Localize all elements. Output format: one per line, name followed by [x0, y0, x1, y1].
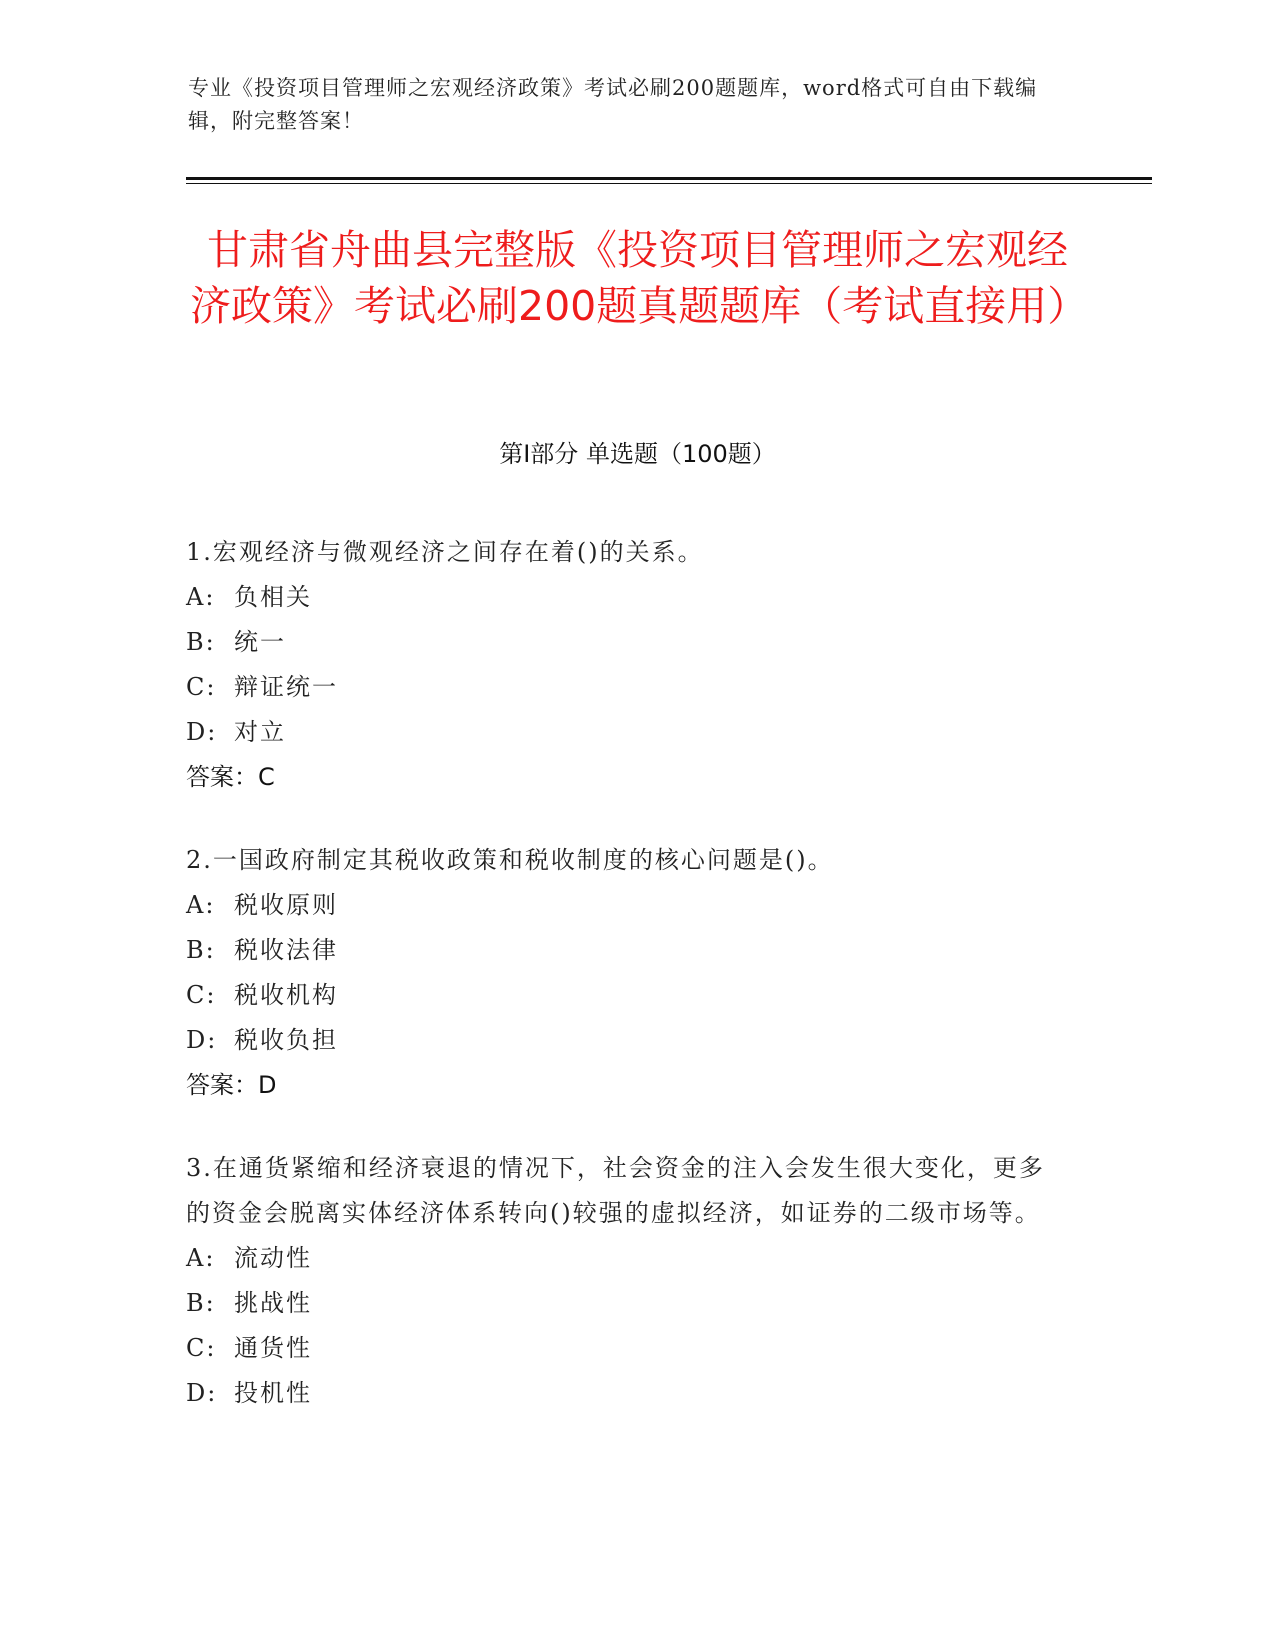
question-text: 3.在通货紧缩和经济衰退的情况下，社会资金的注入会发生很大变化，更多的资金会脱离实体经济体系转向()较强的虚拟经济，如证券的二级市场等。	[186, 1154, 1045, 1227]
header-note: 专业《投资项目管理师之宏观经济政策》考试必刷200题题库，word格式可自由下载编辑，附完整答案！	[188, 76, 1038, 133]
option-d	[186, 710, 1066, 755]
option-key: C:	[186, 1334, 217, 1362]
option-key: A:	[186, 583, 216, 611]
option-text: 辩证统一	[234, 673, 338, 701]
option-text: 流动性	[234, 1244, 312, 1272]
option-text: 税收法律	[234, 936, 338, 964]
option-b	[186, 1281, 1066, 1326]
header-divider-thick	[186, 177, 1152, 180]
option-text: 统一	[234, 628, 286, 656]
question-3	[186, 1146, 1066, 1416]
option-c	[186, 665, 1066, 710]
option-key: A:	[186, 1244, 216, 1272]
option-text: 对立	[234, 718, 286, 746]
option-c	[186, 973, 1066, 1018]
option-text: 税收机构	[234, 981, 338, 1009]
option-b	[186, 928, 1066, 973]
option-key: A:	[186, 891, 216, 919]
option-text: 挑战性	[234, 1289, 312, 1317]
question-text: 1.宏观经济与微观经济之间存在着()的关系。	[186, 538, 704, 566]
option-key: C:	[186, 981, 217, 1009]
question-list	[186, 530, 1066, 1454]
option-text: 通货性	[234, 1334, 312, 1362]
option-key: B:	[186, 628, 216, 656]
option-text: 负相关	[234, 583, 312, 611]
option-key: D:	[186, 1026, 218, 1054]
question-1	[186, 530, 1066, 800]
option-text: 投机性	[234, 1379, 312, 1407]
option-key: D:	[186, 1379, 218, 1407]
option-c	[186, 1326, 1066, 1371]
header-divider-thin	[186, 183, 1152, 184]
document-title: 甘肃省舟曲县完整版《投资项目管理师之宏观经济政策》考试必刷200题真题题库（考试直接用）	[190, 226, 1089, 330]
option-text: 税收原则	[234, 891, 338, 919]
option-d	[186, 1018, 1066, 1063]
option-b	[186, 620, 1066, 665]
answer-line: 答案：D	[186, 1071, 277, 1099]
option-a	[186, 1236, 1066, 1281]
option-key: B:	[186, 1289, 216, 1317]
section-heading: 第I部分 单选题（100题）	[499, 440, 776, 468]
option-key: C:	[186, 673, 217, 701]
option-d	[186, 1371, 1066, 1416]
option-key: B:	[186, 936, 216, 964]
option-a	[186, 575, 1066, 620]
question-2	[186, 838, 1066, 1108]
option-text: 税收负担	[234, 1026, 338, 1054]
question-text: 2.一国政府制定其税收政策和税收制度的核心问题是()。	[186, 846, 834, 874]
answer-line: 答案：C	[186, 763, 275, 791]
option-key: D:	[186, 718, 218, 746]
option-a	[186, 883, 1066, 928]
